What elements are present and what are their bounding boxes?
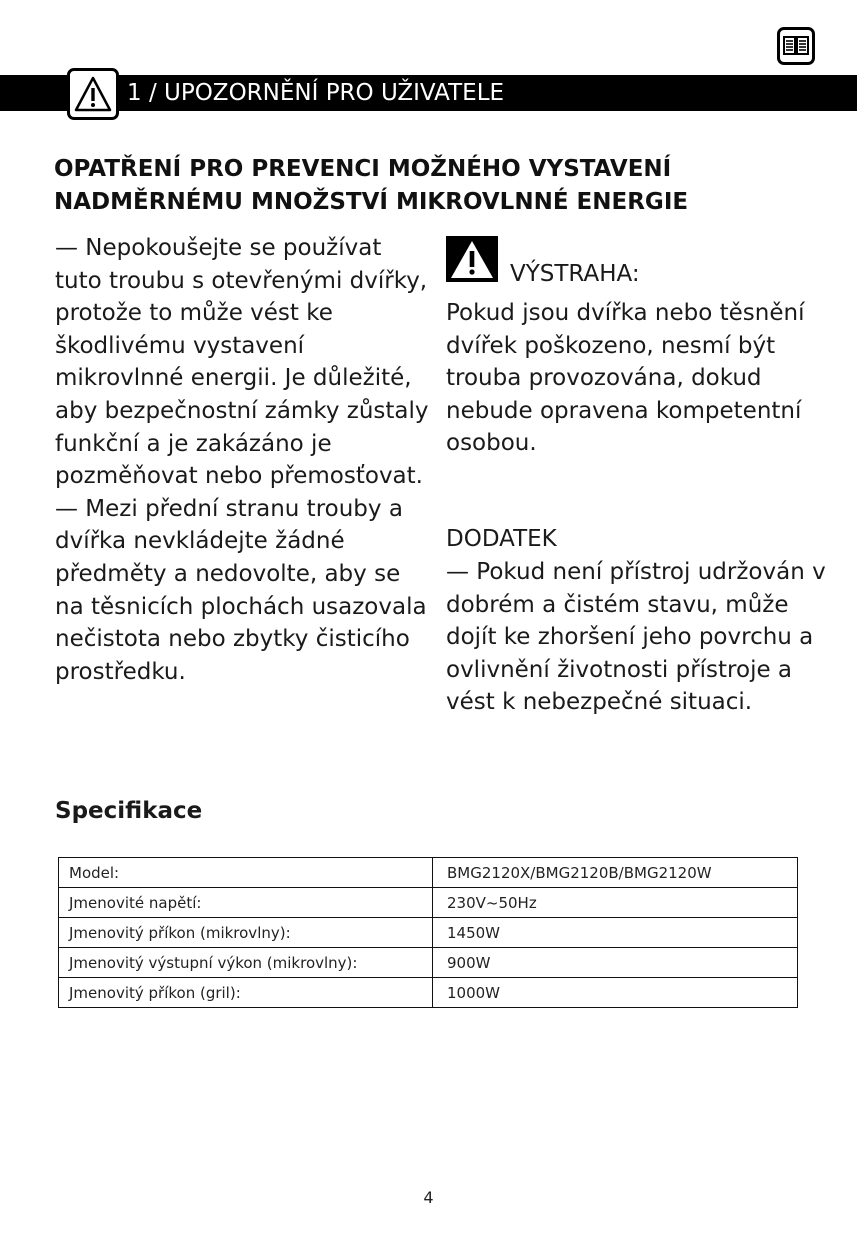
table-row xyxy=(59,888,798,918)
table-row xyxy=(59,948,798,978)
specs-table xyxy=(58,857,798,1008)
spec-value: 1000W xyxy=(433,978,798,1008)
main-heading-line-1: OPATŘENÍ PRO PREVENCI MOŽNÉHO VYSTAVENÍ xyxy=(54,156,672,182)
page-number: 4 xyxy=(423,1188,434,1207)
annex-title: DODATEK xyxy=(446,526,557,552)
table-row xyxy=(59,978,798,1008)
warning-text: Pokud jsou dvířka nebo těsnění dvířek poškozeno, nesmí být trouba provozována, dokud nebude opravena kompetentní osobou. xyxy=(446,300,805,457)
header-warning-badge xyxy=(67,68,119,120)
left-paragraph-2: — Mezi přední stranu trouby a dvířka nevkládejte žádné předměty a nedovolte, aby se na těsnicích plochách usazovala nečistota nebo zbytky čisticího prostředku. xyxy=(55,495,427,685)
spec-label: Model: xyxy=(59,858,433,888)
section-title: 1 / UPOZORNĚNÍ PRO UŽIVATELE xyxy=(127,80,505,106)
warning-triangle-icon xyxy=(73,75,113,113)
spec-label: Jmenovité napětí: xyxy=(59,888,433,918)
table-row xyxy=(59,858,798,888)
specs-title: Specifikace xyxy=(55,798,203,824)
main-heading xyxy=(54,153,814,219)
left-column xyxy=(55,232,435,688)
spec-label: Jmenovitý příkon (mikrovlny): xyxy=(59,918,433,948)
warning-icon xyxy=(446,236,498,282)
annex-text: — Pokud není přístroj udržován v dobrém a čistém stavu, může dojít ke zhoršení jeho povrchu a ovlivnění životnosti přístroje a vést k nebezpečné situaci. xyxy=(446,559,826,716)
spec-label: Jmenovitý příkon (gril): xyxy=(59,978,433,1008)
spec-value: BMG2120X/BMG2120B/BMG2120W xyxy=(433,858,798,888)
left-paragraph-1: — Nepokoušejte se používat tuto troubu s otevřenými dvířky, protože to může vést ke škodlivému vystavení mikrovlnné energii. Je důležité, aby bezpečnostní zámky zůstaly funkční a je zakázáno je pozměňovat nebo přemosťovat. xyxy=(55,235,429,490)
warning-label: VÝSTRAHA: xyxy=(510,261,640,287)
main-heading-line-2: NADMĚRNÉMU MNOŽSTVÍ MIKROVLNNÉ ENERGIE xyxy=(54,189,689,215)
manual-icon xyxy=(777,27,815,65)
spec-value: 1450W xyxy=(433,918,798,948)
spec-label: Jmenovitý výstupní výkon (mikrovlny): xyxy=(59,948,433,978)
table-row xyxy=(59,918,798,948)
spec-value: 900W xyxy=(433,948,798,978)
spec-value: 230V~50Hz xyxy=(433,888,798,918)
